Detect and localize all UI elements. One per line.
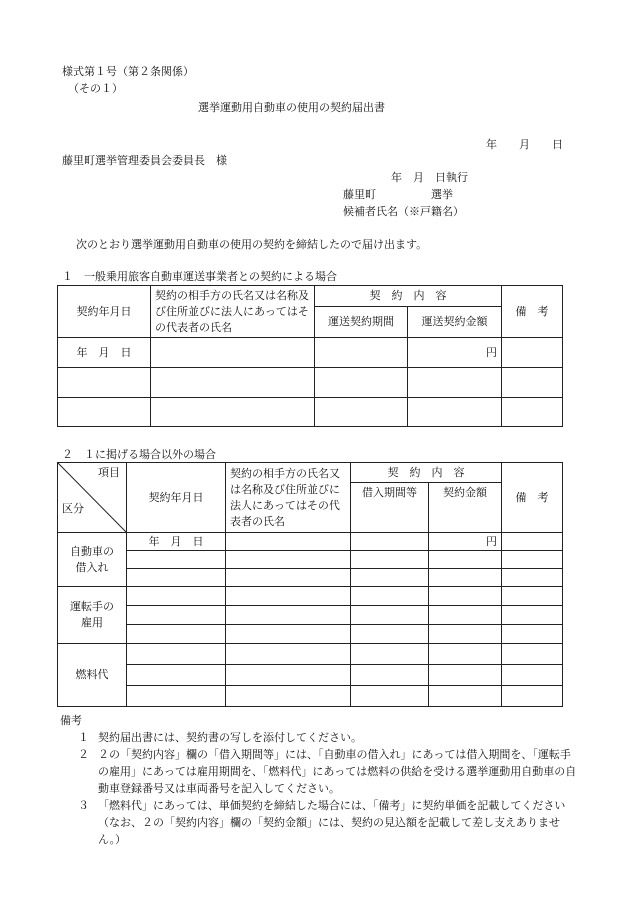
col-contract-contents: 契 約 内 容 (351, 463, 502, 483)
note-item: ２ ２の「契約内容」欄の「借入期間等」には、「自動車の借入れ」にあっては借入期間を、「運転手の雇用」にあっては雇用期間を、「燃料代」にあっては燃料の供給を受ける選挙運動用自動車の自動車登録番号又は車両番号を記入してください。 (78, 748, 577, 795)
col-contract-party: 契約の相手方の氏名又は名称及び住所並びに法人にあってはその代表者の氏名 (151, 286, 315, 338)
date-line: 年 月 日 (486, 138, 563, 151)
note-item: ３ 「燃料代」にあっては、単価契約を締結した場合には、「備考」に契約単価を記載してください（なお、２の「契約内容」欄の「契約金額」には、契約の見込額を記載して差し支えありません。） (78, 799, 566, 846)
section2-table (57, 462, 563, 707)
category-driver: 運転手の雇用 (58, 587, 127, 644)
form-number: 様式第１号（第２条関係） (62, 65, 194, 78)
col-contract-amount: 契約金額 (429, 483, 502, 533)
notes-heading: 備考 (60, 714, 82, 727)
note-item: １ 契約届出書には、契約書の写しを添付してください。 (78, 731, 362, 744)
section2-heading: ２ １に掲げる場合以外の場合 (62, 448, 216, 461)
election-date: 年 月 日執行 (391, 171, 468, 184)
table-row (58, 338, 563, 368)
page-title: 選挙運動用自動車の使用の契約届出書 (198, 101, 385, 114)
form-sub: （その１） (68, 82, 123, 95)
category-fuel: 燃料代 (58, 644, 127, 707)
diag-top-label: 項目 (98, 466, 120, 479)
category-car-rental: 自動車の借入れ (58, 533, 127, 587)
row-yen: 円 (408, 338, 502, 368)
candidate-name: 候補者氏名（※戸籍名） (343, 205, 464, 218)
diag-bottom-label: 区分 (62, 502, 84, 515)
col-transport-amount: 運送契約金額 (408, 307, 502, 338)
col-remarks: 備 考 (502, 286, 563, 338)
row-yen: 円 (429, 533, 502, 551)
col-contract-contents: 契 約 内 容 (315, 286, 502, 307)
col-remarks: 備 考 (502, 463, 563, 533)
row-date: 年 月 日 (127, 533, 226, 551)
diagonal-header-cell (58, 463, 127, 533)
statement: 次のとおり選挙運動用自動車の使用の契約を締結したので届け出ます。 (76, 238, 428, 251)
row-date: 年 月 日 (58, 338, 151, 368)
town-election: 藤里町 選挙 (343, 188, 453, 201)
col-contract-date: 契約年月日 (58, 286, 151, 338)
section1-table (57, 285, 563, 427)
col-borrow-period: 借入期間等 (351, 483, 429, 533)
col-contract-date: 契約年月日 (127, 463, 226, 533)
notes (60, 712, 580, 848)
col-transport-period: 運送契約期間 (315, 307, 408, 338)
table-row (58, 398, 563, 427)
col-contract-party: 契約の相手方の氏名又は名称及び住所並びに法人にあってはその代表者の氏名 (226, 463, 351, 533)
section1-heading: １ 一般乗用旅客自動車運送事業者との契約による場合 (62, 270, 337, 283)
addressee: 藤里町選挙管理委員会委員長 様 (62, 154, 227, 167)
table-row (58, 368, 563, 398)
